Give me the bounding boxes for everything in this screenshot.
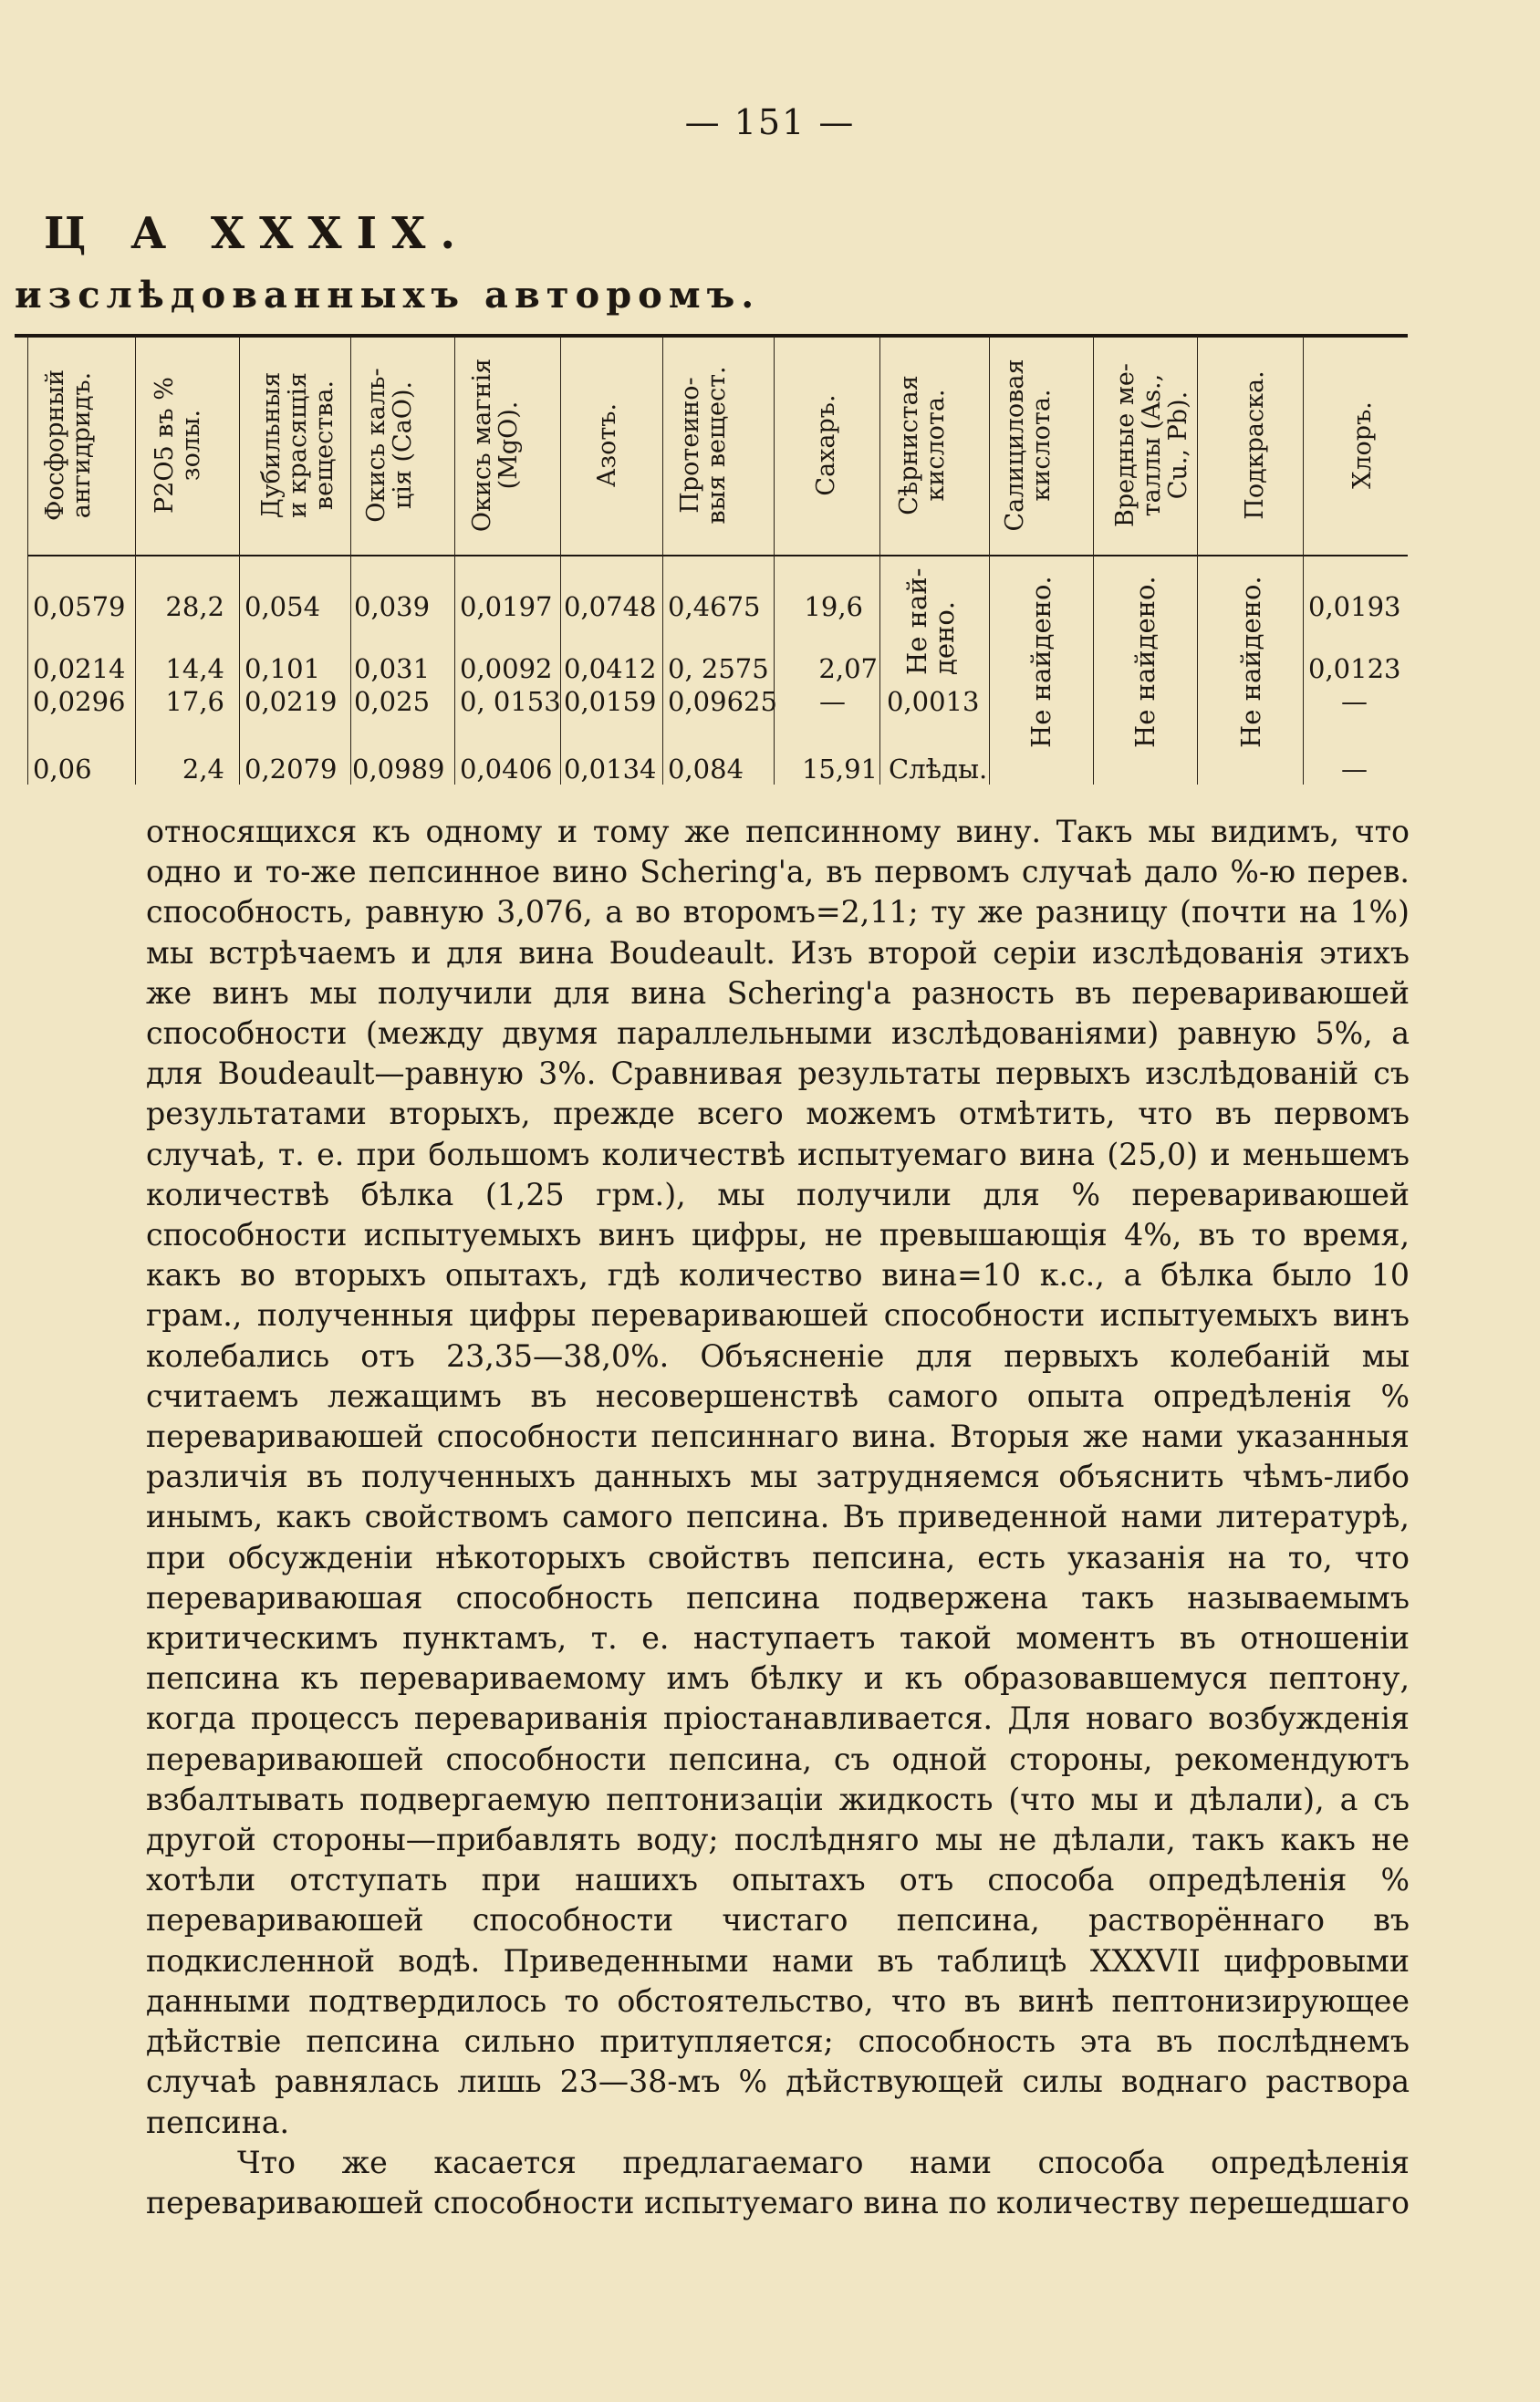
column-header: Хлоръ. [1348,401,1377,489]
column-header: Салициловая кислота. [1001,359,1056,532]
column-header: Азотъ. [593,402,621,488]
table-header-rule [27,555,1408,556]
table-top-rule [15,334,1408,338]
column-header: Сахаръ. [812,394,840,496]
body-text [146,812,1410,2223]
column-header: Окись магнія (MgO). [468,358,523,533]
merged-cell-sulfurous: Не най- дено. [901,567,960,675]
column-header: Протеино- выя вещест. [676,366,731,525]
column-header: Дубильныя и красящія вещества. [257,371,338,519]
column-header: Сѣрнистая кислота. [895,375,950,515]
merged-cell-coloring: Не найдено. [1235,576,1266,748]
column-header: P2O5 въ % золы. [151,377,205,514]
merged-cell-salicylic: Не найдено. [1025,576,1056,748]
paragraph: относящихся къ одному и тому же пепсинному вину. Такъ мы видимъ, что одно и то-же пепсинное вино Schering'а, въ первомъ случаѣ дало %-ю перев. способность, равную 3,076, а во второмъ=2,11; ту же разницу (почти на 1%) мы встрѣчаемъ и для вина Boudeault. Изъ второй серіи изслѣдованія этихъ же винъ мы получили для вина Schering'а разность въ перевариваюшей способности (между двумя параллельными изслѣдованіями) равную 5%, а для Boudeault—равную 3%. Сравнивая результаты первыхъ изслѣдованій съ результатами вторыхъ, прежде всего можемъ отмѣтить, что въ первомъ случаѣ, т. е. при большомъ количествѣ испытуемаго вина (25,0) и меньшемъ количествѣ бѣлка (1,25 грм.), мы получили для % перевариваюшей способности испытуемыхъ винъ цифры, не превышающія 4%, въ то время, какъ во вторыхъ опытахъ, гдѣ количество вина=10 к.с., а бѣлка было 10 грам., полученныя цифры перевариваюшей способности испытуемыхъ винъ колебались отъ 23,35—38,0%. Объясненіе для первыхъ колебаній мы считаемъ лежащимъ въ несовершенствѣ самого опыта опредѣленія % перевариваюшей способности пепсиннаго вина. Вторыя же нами указанныя различія въ полученныхъ данныхъ мы затрудняемся объяснить чѣмъ-либо инымъ, какъ свойствомъ самого пепсина. Въ приведенной нами литературѣ, при обсужденіи нѣкоторыхъ свойствъ пепсина, есть указанія на то, что перевариваюшая способность пепсина подвержена такъ называемымъ критическимъ пунктамъ, т. е. наступаетъ такой моментъ въ отношеніи пепсина къ перевариваемому имъ бѣлку и къ образовавшемуся пептону, когда процессъ перевариванія пріостанавливается. Для новаго возбужденія перевариваюшей способности пепсина, съ одной стороны, рекомендуютъ взбалтывать подвергаемую пептонизаціи жидкость (что мы и дѣлали), а съ другой стороны—прибавлять воду; послѣдняго мы не дѣлали, такъ какъ не хотѣли отступать при нашихъ опытахъ отъ способа опредѣленія % перевариваюшей способности чистаго пепсина, растворённаго въ подкисленной водѣ. Приведенными нами въ таблицѣ XXXVII цифровыми данными подтвердилось то обстоятельство, что въ винѣ пептонизирующее дѣйствіе пепсина сильно притупляется; способность эта въ послѣднемъ случаѣ равнялась лишь 23—38-мъ % дѣйствующей силы воднаго раствора пепсина. [146,814,1410,2140]
paragraph: Что же касается предлагаемаго нами способа опредѣленія перевариваюшей способности испытуемаго вина по количеству перешедшаго [146,2144,1410,2220]
page-number: — 151 — [684,102,856,142]
column-header: Окись каль- ція (CaO). [362,368,417,523]
merged-cell-metals: Не найдено. [1129,576,1160,748]
table-title: Ц А XXXIX. [44,208,471,259]
column-header: Подкраска. [1241,370,1269,520]
column-header: Фосфорный ангидридъ. [41,369,96,521]
column-header: Вредные ме- таллы (As., Cu., Pb). [1111,363,1192,527]
table-subtitle: изслѣдованныхъ авторомъ. [15,274,761,317]
